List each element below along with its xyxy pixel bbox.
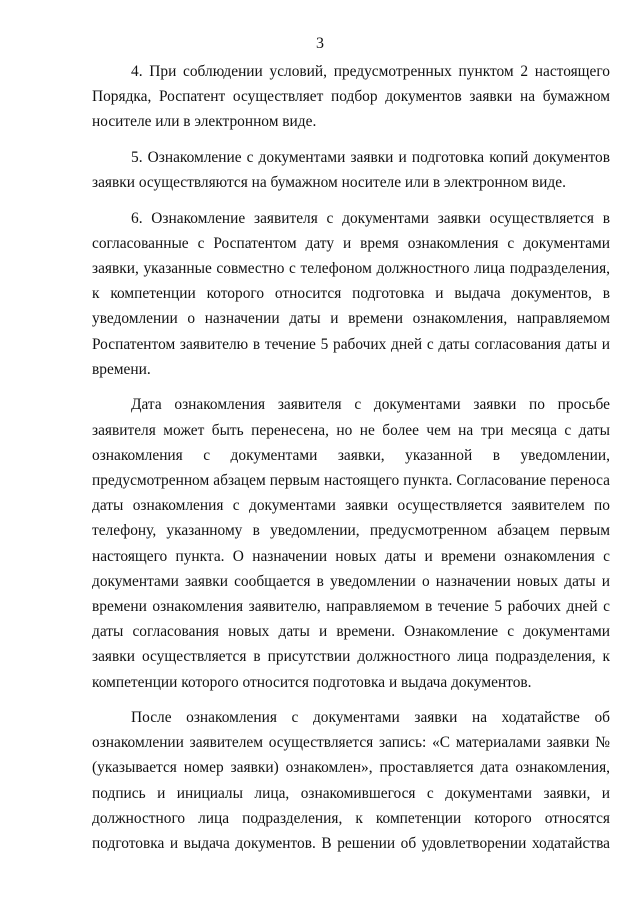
page-number: 3 (316, 35, 324, 52)
paragraph-date-postponement: Дата ознакомления заявителя с документами заявки по просьбе заявителя может быть перенесена, но не более чем на три месяца с даты ознакомления с документами заявки, указанной в уведомлении, предусмотренном абзацем первым настоящего пункта. Согласование переноса даты ознакомления с документами заявки осуществляется заявителем по телефону, указанному в уведомлении, предусмотренном абзацем первым настоящего пункта. О назначении новых даты и времени ознакомления с документами заявки сообщается в уведомлении о назначении новых даты и времени ознакомления заявителю, направляемом в течение 5 рабочих дней с даты согласования новых даты и времени. Ознакомление с документами заявки осуществляется в присутствии должностного лица подразделения, к компетенции которого относится подготовка и выдача документов. (92, 396, 610, 691)
paragraph-item-4: 4. При соблюдении условий, предусмотренных пунктом 2 настоящего Порядка, Роспатент осуществляет подбор документов заявки на бумажном носителе или в электронном виде. (92, 63, 610, 131)
paragraph-after-review: После ознакомления с документами заявки на ходатайстве об ознакомлении заявителем осуществляется запись: «С материалами заявки № (указывается номер заявки) ознакомлен», проставляется дата ознакомления, подпись и инициалы лица, ознакомившегося с документами заявки, и должностного лица подразделения, к компетенции которого относятся подготовка и выдача документов. В решении об удовлетворении ходатайства (92, 709, 610, 853)
document-body (92, 59, 610, 856)
paragraph-item-6: 6. Ознакомление заявителя с документами заявки осуществляется в согласованные с Роспатентом дату и время ознакомления с документами заявки, указанные совместно с телефоном должностного лица подразделения, к компетенции которого относится подготовка и выдача документов, в уведомлении о назначении даты и времени ознакомления, направляемом Роспатентом заявителю в течение 5 рабочих дней с даты согласования даты и времени. (92, 209, 610, 378)
paragraph-item-5: 5. Ознакомление с документами заявки и подготовка копий документов заявки осуществляются на бумажном носителе или в электронном виде. (92, 148, 610, 192)
